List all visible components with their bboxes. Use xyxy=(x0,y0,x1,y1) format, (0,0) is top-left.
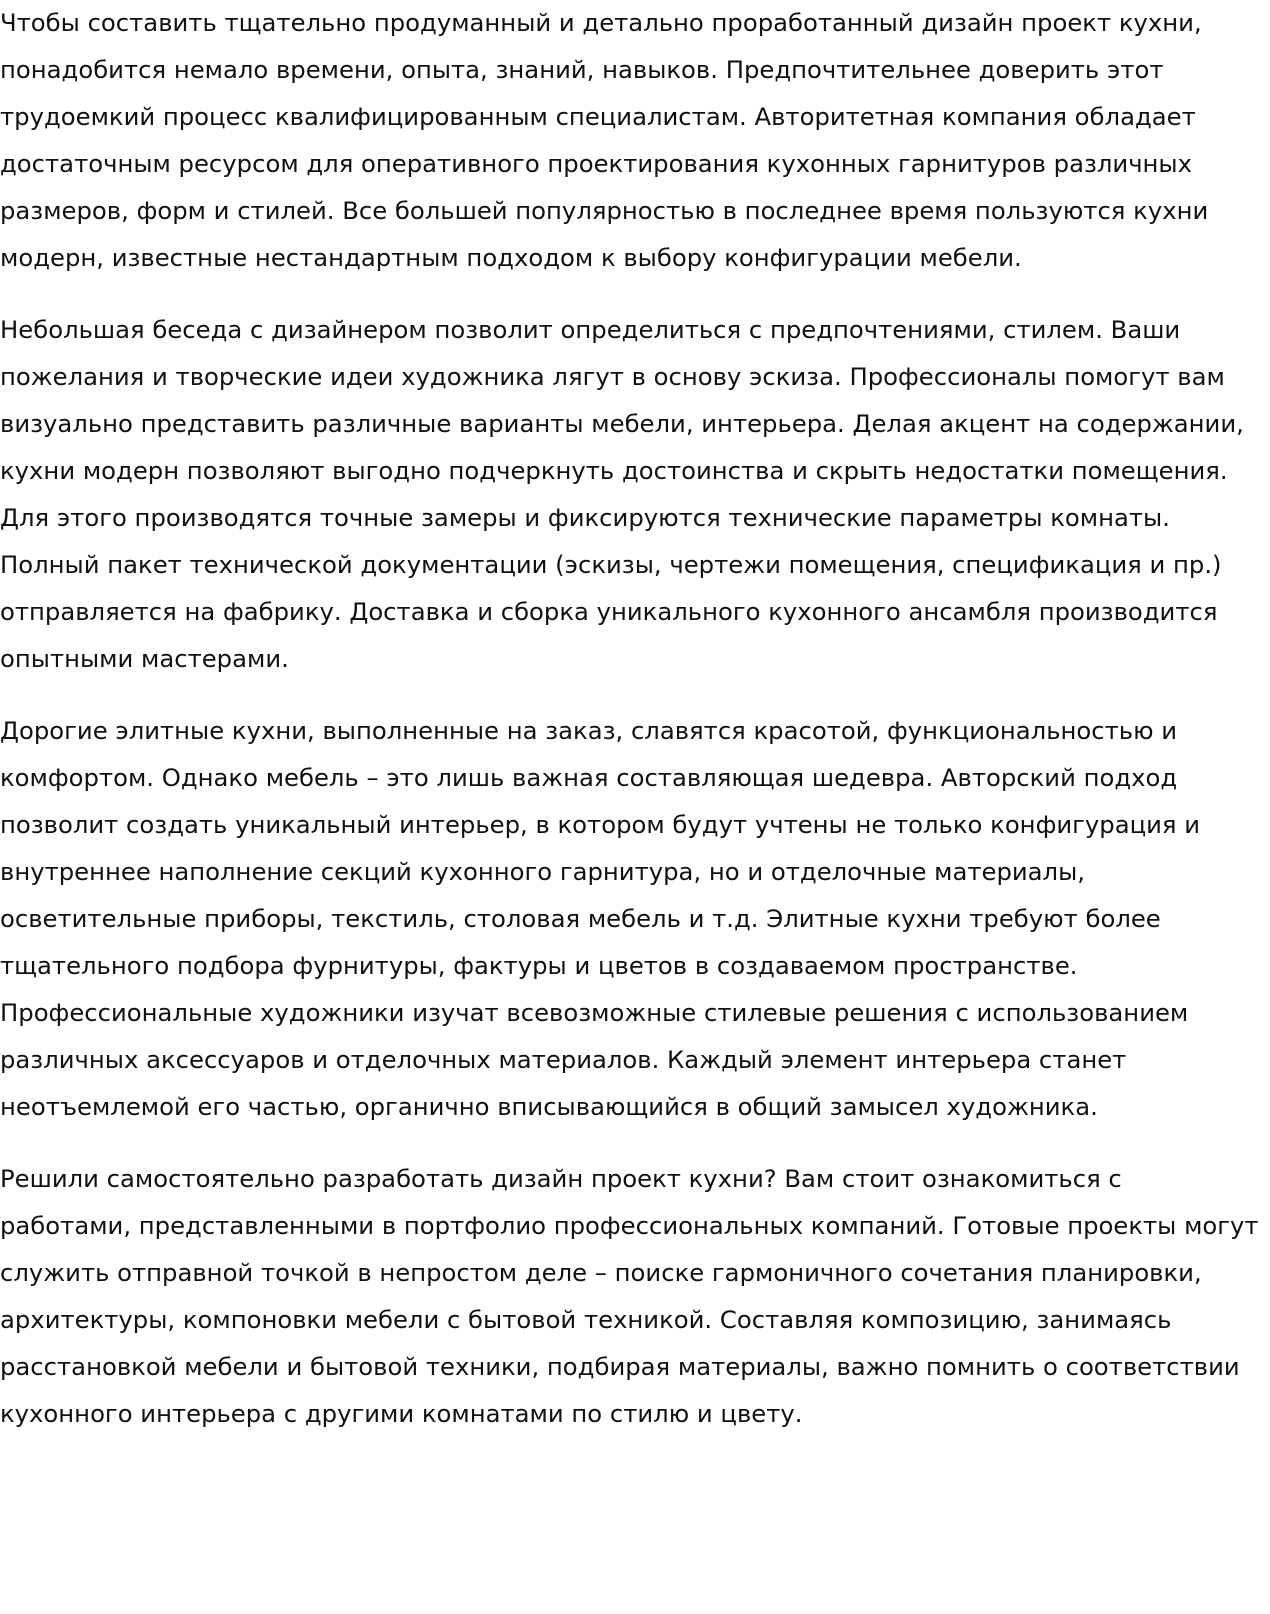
paragraph-elite-kitchens: Дорогие элитные кухни, выполненные на заказ, славятся красотой, функциональностью и комфортом. Однако мебель – это лишь важная составляющая шедевра. Авторский подход позволит создать уникальный интерьер, в котором будут учтены не только конфигурация и внутреннее наполнение секций кухонного гарнитура, но и отделочные материалы, осветительные приборы, текстиль, столовая мебель и т.д. Элитные кухни требуют более тщательного подбора фурнитуры, фактуры и цветов в создаваемом пространстве. Профессиональные художники изучат всевозможные стилевые решения с использованием различных аксессуаров и отделочных материалов. Каждый элемент интерьера станет неотъемлемой его частью, органично вписывающийся в общий замысел художника. xyxy=(0,716,1201,1121)
paragraph-designer-consultation: Небольшая беседа с дизайнером позволит определиться с предпочтениями, стилем. Ваши пожелания и творческие идеи художника лягут в основу эскиза. Профессионалы помогут вам визуально представить различные варианты мебели, интерьера. Делая акцент на содержании, кухни модерн позволяют выгодно подчеркнуть достоинства и скрыть недостатки помещения. Для этого производятся точные замеры и фиксируются технические параметры комнаты. Полный пакет технической документации (эскизы, чертежи помещения, спецификация и пр.) отправляется на фабрику. Доставка и сборка уникального кухонного ансамбля производится опытными мастерами. xyxy=(0,315,1244,673)
paragraph-self-design: Решили самостоятельно разработать дизайн проект кухни? Вам стоит ознакомиться с работами, представленными в портфолио профессиональных компаний. Готовые проекты могут служить отправной точкой в непростом деле – поиске гармоничного сочетания планировки, архитектуры, компоновки мебели с бытовой техникой. Составляя композицию, занимаясь расстановкой мебели и бытовой техники, подбирая материалы, важно помнить о соответствии кухонного интерьера с другими комнатами по стилю и цвету. xyxy=(0,1164,1259,1428)
paragraph-kitchen-design-intro: Чтобы составить тщательно продуманный и детально проработанный дизайн проект кухни, понадобится немало времени, опыта, знаний, навыков. Предпочтительнее доверить этот трудоемкий процесс квалифицированным специалистам. Авторитетная компания обладает достаточным ресурсом для оперативного проектирования кухонных гарнитуров различных размеров, форм и стилей. Все большей популярностью в последнее время пользуются кухни модерн, известные нестандартным подходом к выбору конфигурации мебели. xyxy=(0,8,1209,272)
